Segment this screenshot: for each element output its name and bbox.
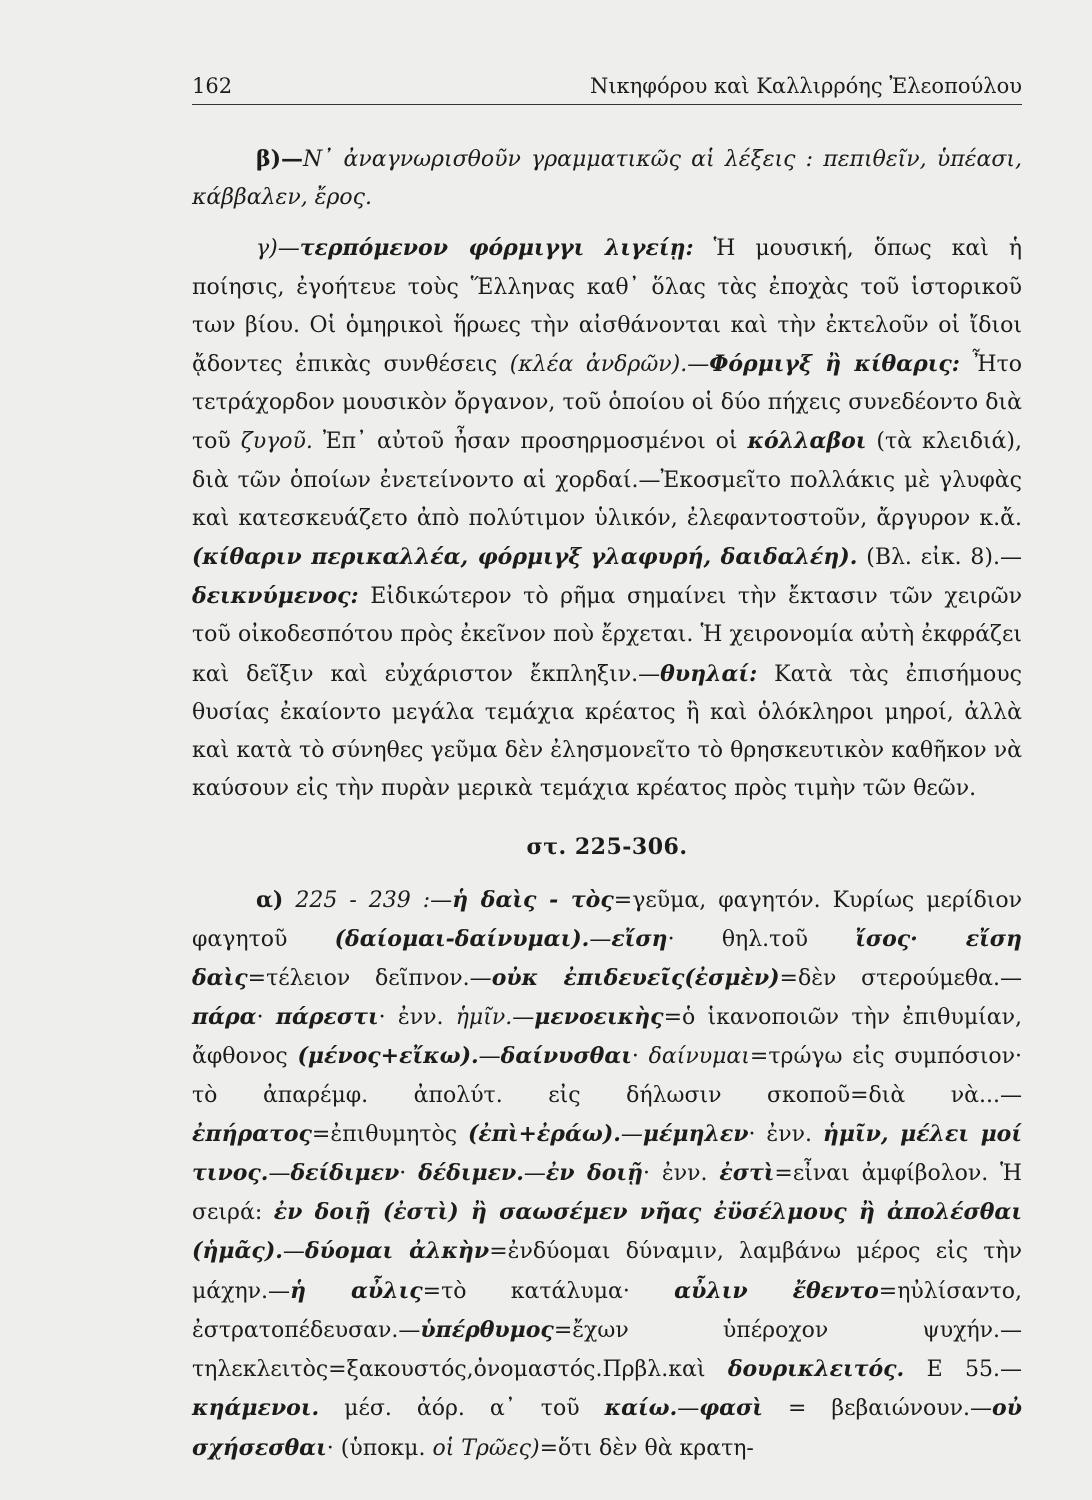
commentary-body [192, 140, 1022, 1468]
lemma: μέμηλεν [642, 1120, 749, 1147]
paragraph-text: =ὅτι δὲν θὰ κρατη- [539, 1435, 754, 1461]
lemma: ὑπέρθυμος [420, 1316, 554, 1343]
lemma: δεικνύμενος: [192, 583, 359, 610]
paragraph-text: =ἐνδύομαι δύναμιν, λαμβάνω μέρος εἰς τὴν μάχην.— [192, 1239, 1022, 1304]
lemma: εἴση [611, 925, 668, 952]
lemma: ἡ αὖλις [290, 1277, 423, 1304]
italic-text: οἱ Τρῶες) [432, 1435, 540, 1461]
dash: — [478, 1044, 501, 1070]
dash: — [620, 1121, 643, 1147]
dash: — [523, 1161, 546, 1187]
dash: — [687, 352, 710, 378]
paragraph-text: =τὸ κατάλυμα· [422, 1278, 675, 1304]
paragraph-text: =εἶναι ἀμφίβολον. Ἡ σειρά: [192, 1161, 1022, 1226]
italic-text: ἡμῖν, μέλει μοί τινος. [192, 1120, 1022, 1187]
italic-text: (κίθαριν περικαλλέα, φόρμιγξ γλαφυρή, δαιδαλέη). [192, 544, 858, 571]
page-number: 162 [192, 74, 233, 98]
paragraph-text: · ἐνν. [643, 1161, 720, 1187]
paragraph-text: Ἦτο τετράχορδον μουσικὸν ὄργανον, τοῦ ὁποίου οἱ δύο πήχεις συνεδέοντο διὰ τοῦ [192, 352, 1022, 455]
lemma: ἐν δοιῇ [545, 1160, 644, 1187]
paragraph-text: =ἐπιθυμητὸς [311, 1121, 468, 1147]
italic-text: (μένος+εἴκω). [297, 1043, 479, 1070]
paragraph-text: Κατὰ τὰς ἐπισήμους θυσίας ἐκαίοντο μεγάλα τεμάχια κρέατος ἢ καὶ ὁλόκληροι μηροί, ἀλλὰ καὶ κατὰ τὸ σύνηθες γεῦμα δὲν ἐλησμονεῖτο τὸ θρησκευτικὸν καθῆκον νὰ καύσουν εἰς τὴν πυρὰν μερικὰ τεμάχια κρέατος πρὸς τιμὴν τῶν θεῶν. [192, 661, 1022, 802]
lemma: οὐκ ἐπιδευεῖς(ἐσμὲν) [491, 965, 780, 992]
italic-text: ἡμῖν. [455, 1005, 513, 1031]
italic-text: καίω. [604, 1395, 678, 1422]
paragraph-text: Ἡ μουσική, ὅπως καὶ ἡ ποίησις, ἐγοήτευε τοὺς Ἕλληνας καθ᾽ ὅλας τὰς ἐποχὰς τοῦ ἱστορικοῦ των βίου. Οἱ ὁμηρικοὶ ἥρωες τὴν αἰσθάνονται καὶ τὴν ἐκτελοῦν οἱ ἴδιοι ᾄδοντες ἐπικὰς συνθέσεις [192, 236, 1023, 378]
dash: — [282, 1239, 305, 1265]
paragraph-text: · θηλ.τοῦ [667, 926, 856, 952]
italic-text: πάρεστι [275, 1004, 379, 1031]
lemma: Φόρμιγξ ἢ κίθαρις: [709, 351, 960, 378]
italic-text: δαίνυμαι [648, 1044, 750, 1070]
paragraph-text: Ε 55.— [904, 1357, 1022, 1383]
italic-text: (δαίομαι-δαίνυμαι). [334, 925, 590, 952]
lemma: δείδιμεν [290, 1160, 400, 1187]
dash: — [677, 1396, 700, 1422]
section-heading: στ. 225-306. [526, 834, 688, 861]
paragraph-text: μέσ. ἀόρ. α᾽ τοῦ [319, 1396, 605, 1422]
paragraph-text: =ἔχων ὑπέροχον ψυχήν.—τηλεκλειτὸς=ξακουστός,ὀνομαστός.Πρβλ.καὶ [192, 1317, 1022, 1383]
paragraph-text: Ἐπ᾽ αὐτοῦ ἦσαν προσηρμοσμένοι οἱ [312, 429, 748, 455]
lemma: φασὶ [699, 1395, 763, 1422]
item-label: γ)— [256, 236, 300, 262]
paragraph-text: · [399, 1161, 419, 1187]
running-title: Νικηφόρου καὶ Καλλιρρόης Ἐλεοπούλου [589, 74, 1022, 98]
verse-range: 225 - 239 :— [283, 887, 453, 913]
paragraph-text: =τέλειον δεῖπνον.— [247, 966, 492, 992]
dash: — [268, 1161, 291, 1187]
paragraph-text: =δὲν στερούμεθα.— [779, 966, 1023, 992]
italic-text: δουρικλειτός. [727, 1356, 905, 1383]
paragraph-text: · [631, 1044, 649, 1070]
paragraph-alpha [192, 881, 1022, 1468]
paragraph-text: Ν᾽ ἀναγνωρισθοῦν γραμματικῶς αἱ λέξεις : πεπιθεῖν, ὑπέασι, κάββαλεν, ἔρος. [192, 147, 1022, 211]
paragraph-gamma [192, 229, 1022, 808]
italic-text: κόλλαβοι [747, 428, 867, 455]
lemma: οὐ σχήσεσθαι [192, 1395, 1022, 1461]
lemma: μενοεικὴς [534, 1004, 664, 1031]
paragraph-text: =τρώγω εἰς συμπόσιον· τὸ ἀπαρέμφ. ἀπολύτ. εἰς δήλωσιν σκοποῦ=διὰ νὰ...— [192, 1044, 1022, 1108]
lemma: δαίνυσθαι [500, 1043, 632, 1070]
paragraph-text: Εἰδικώτερον τὸ ρῆμα σημαίνει τὴν ἔκτασιν τῶν χειρῶν τοῦ οἰκοδεσπότου πρὸς ἐκεῖνον ποὺ ἔρχεται. Ἡ χειρονομία αὐτὴ ἐκφράζει καὶ δεῖξιν καὶ εὐχάριστον ἔκπληξιν.— [192, 584, 1022, 687]
lemma: ἡ δαὶς - τὸς [452, 886, 614, 913]
item-label: α) [256, 886, 284, 913]
dash: — [512, 1005, 535, 1031]
italic-text: ζυγοῦ. [240, 429, 313, 455]
lemma: θυηλαί: [660, 660, 758, 687]
item-label: β)— [256, 146, 304, 172]
paragraph-text: · ἐνν. [378, 1005, 456, 1031]
italic-text: ἐστὶ [719, 1160, 775, 1187]
italic-text: δέδιμεν. [418, 1160, 524, 1187]
paragraph-text: =γεῦμα, φαγητόν. Κυρίως μερίδιον φαγητοῦ [192, 887, 1022, 952]
paragraph-text: =ηὐλίσαντο, ἐστρατοπέδευσαν.— [192, 1278, 1022, 1343]
paragraph-text: (τὰ κλειδιά), διὰ τῶν ὁποίων ἐνετείνοντο αἱ χορδαί.—Ἐκοσμεῖτο πολλάκις μὲ γλυφὰς καὶ κατεσκευάζετο ἀπὸ πολύτιμον ὑλικόν, ἐλεφαντοστοῦν, ἄργυρον κ.ἄ. [192, 429, 1022, 531]
running-header [192, 74, 1022, 105]
italic-text: ἐν δοιῇ (ἐστὶ) ἢ σαωσέμεν νῆας ἐϋσέλμους ἢ ἀπολέσθαι (ἡμᾶς). [192, 1199, 1022, 1265]
paragraph-text: =ὁ ἱκανοποιῶν τὴν ἐπιθυμίαν, ἄφθονος [192, 1005, 1022, 1070]
italic-text: ἴσος· εἴση δαὶς [192, 925, 1022, 992]
italic-text: (ἐπὶ+ἐράω). [467, 1120, 621, 1147]
lemma: τερπόμενον φόρμιγγι λιγείῃ: [299, 235, 694, 262]
lemma: δύομαι ἀλκὴν [304, 1238, 490, 1265]
paragraph-text: · ἐνν. [748, 1121, 823, 1147]
paragraph-text: = βεβαιώνουν.— [762, 1396, 993, 1422]
italic-text: αὖλιν ἔθεντο [674, 1277, 879, 1304]
lemma: ἐπήρατος [192, 1120, 312, 1147]
lemma: πάρα [192, 1004, 257, 1031]
italic-text: (κλέα ἀνδρῶν). [509, 352, 688, 378]
paragraph-text: · [256, 1005, 276, 1031]
lemma: κηάμενοι. [192, 1395, 320, 1422]
paragraph-text: (Βλ. εἰκ. 8).— [857, 545, 1022, 571]
dash: — [589, 926, 612, 952]
paragraph-text: · (ὑποκμ. [326, 1435, 433, 1461]
paragraph-beta [192, 140, 1022, 217]
